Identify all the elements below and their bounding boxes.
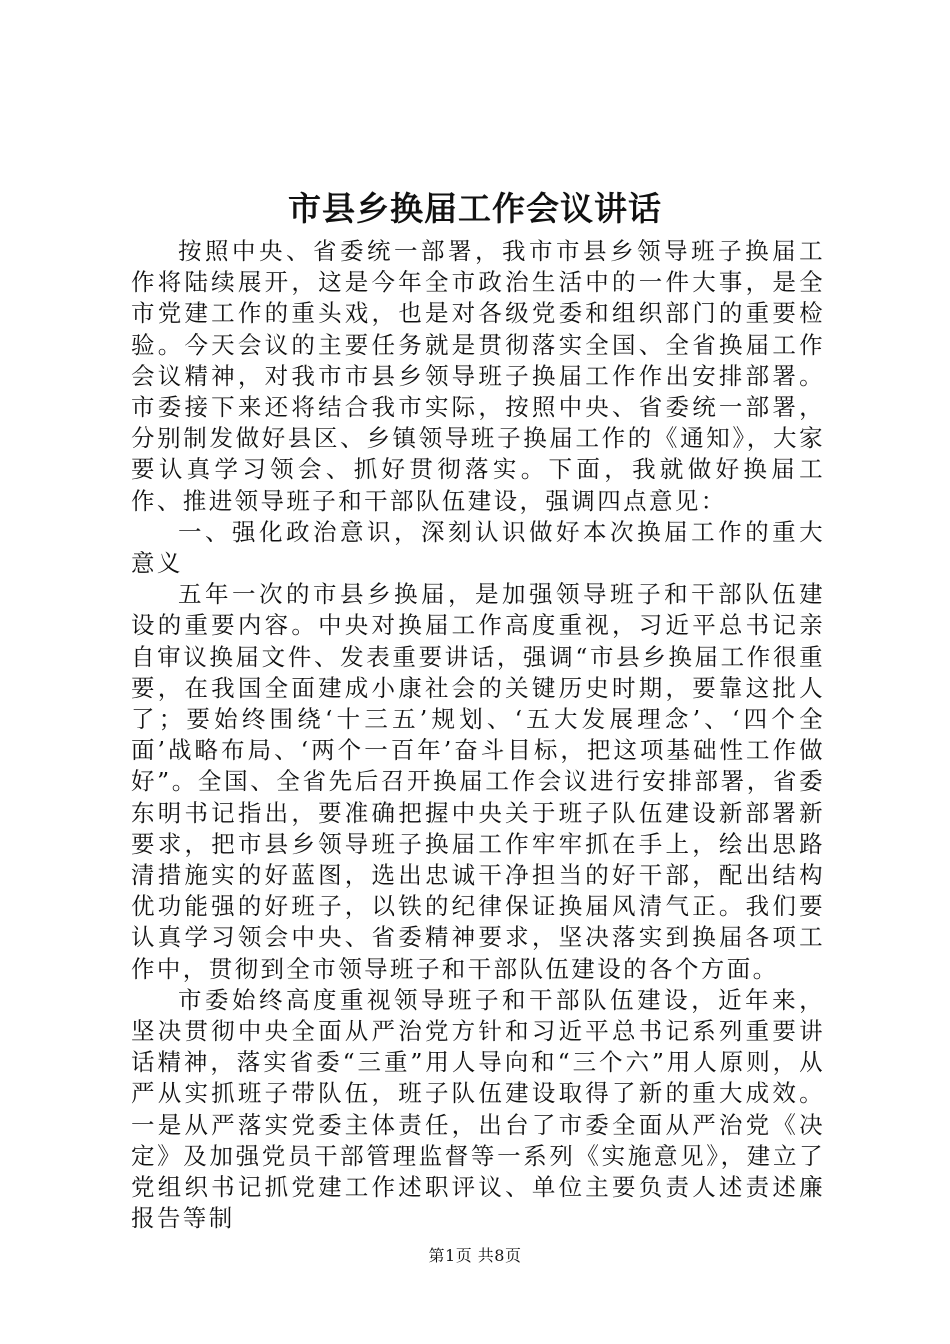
paragraph-intro: 按照中央、省委统一部署，我市市县乡领导班子换届工作将陆续展开，这是今年全市政治生活中的一件大事，是全市党建工作的重头戏，也是对各级党委和组织部门的重要检验。今天会议的主要任务就是贯彻落实全国、全省换届工作会议精神，对我市市县乡领导班子换届工作作出安排部署。市委接下来还将结合我市实际，按照中央、省委统一部署，分别制发做好县区、乡镇领导班子换届工作的《通知》，大家要认真学习领会、抓好贯彻落实。下面，我就做好换届工作、推进领导班子和干部队伍建设，强调四点意见：	[131, 237, 825, 515]
document-body	[131, 236, 825, 1235]
page-number-footer: 第1页 共8页	[428, 1246, 522, 1265]
section-heading-1: 一、强化政治意识，深刻认识做好本次换届工作的重大意义	[131, 517, 825, 578]
paragraph-achievements: 市委始终高度重视领导班子和干部队伍建设，近年来，坚决贯彻中央全面从严治党方针和习近平总书记系列重要讲话精神，落实省委“三重”用人导向和“三个六”用人原则，从严从实抓班子带队伍，班子队伍建设取得了新的重大成效。一是从严落实党委主体责任，出台了市委全面从严治党《决定》及加强党员干部管理监督等一系列《实施意见》，建立了党组织书记抓党建工作述职评议、单位主要负责人述责述廉报告等制	[131, 985, 825, 1233]
document-title: 市县乡换届工作会议讲话	[288, 189, 662, 228]
paragraph-significance: 五年一次的市县乡换届，是加强领导班子和干部队伍建设的重要内容。中央对换届工作高度重视，习近平总书记亲自审议换届文件、发表重要讲话，强调“市县乡换届工作很重要，在我国全面建成小康社会的关键历史时期，要靠这批人了；要始终围绕‘十三五’规划、‘五大发展理念’、‘四个全面’战略布局、‘两个一百年’奋斗目标，把这项基础性工作做好”。全国、全省先后召开换届工作会议进行安排部署，省委东明书记指出，要准确把握中央关于班子队伍建设新部署新要求，把市县乡领导班子换届工作牢牢抓在手上，绘出思路清措施实的好蓝图，选出忠诚干净担当的好干部，配出结构优功能强的好班子，以铁的纪律保证换届风清气正。我们要认真学习领会中央、省委精神要求，坚决落实到换届各项工作中，贯彻到全市领导班子和干部队伍建设的各个方面。	[131, 580, 825, 983]
